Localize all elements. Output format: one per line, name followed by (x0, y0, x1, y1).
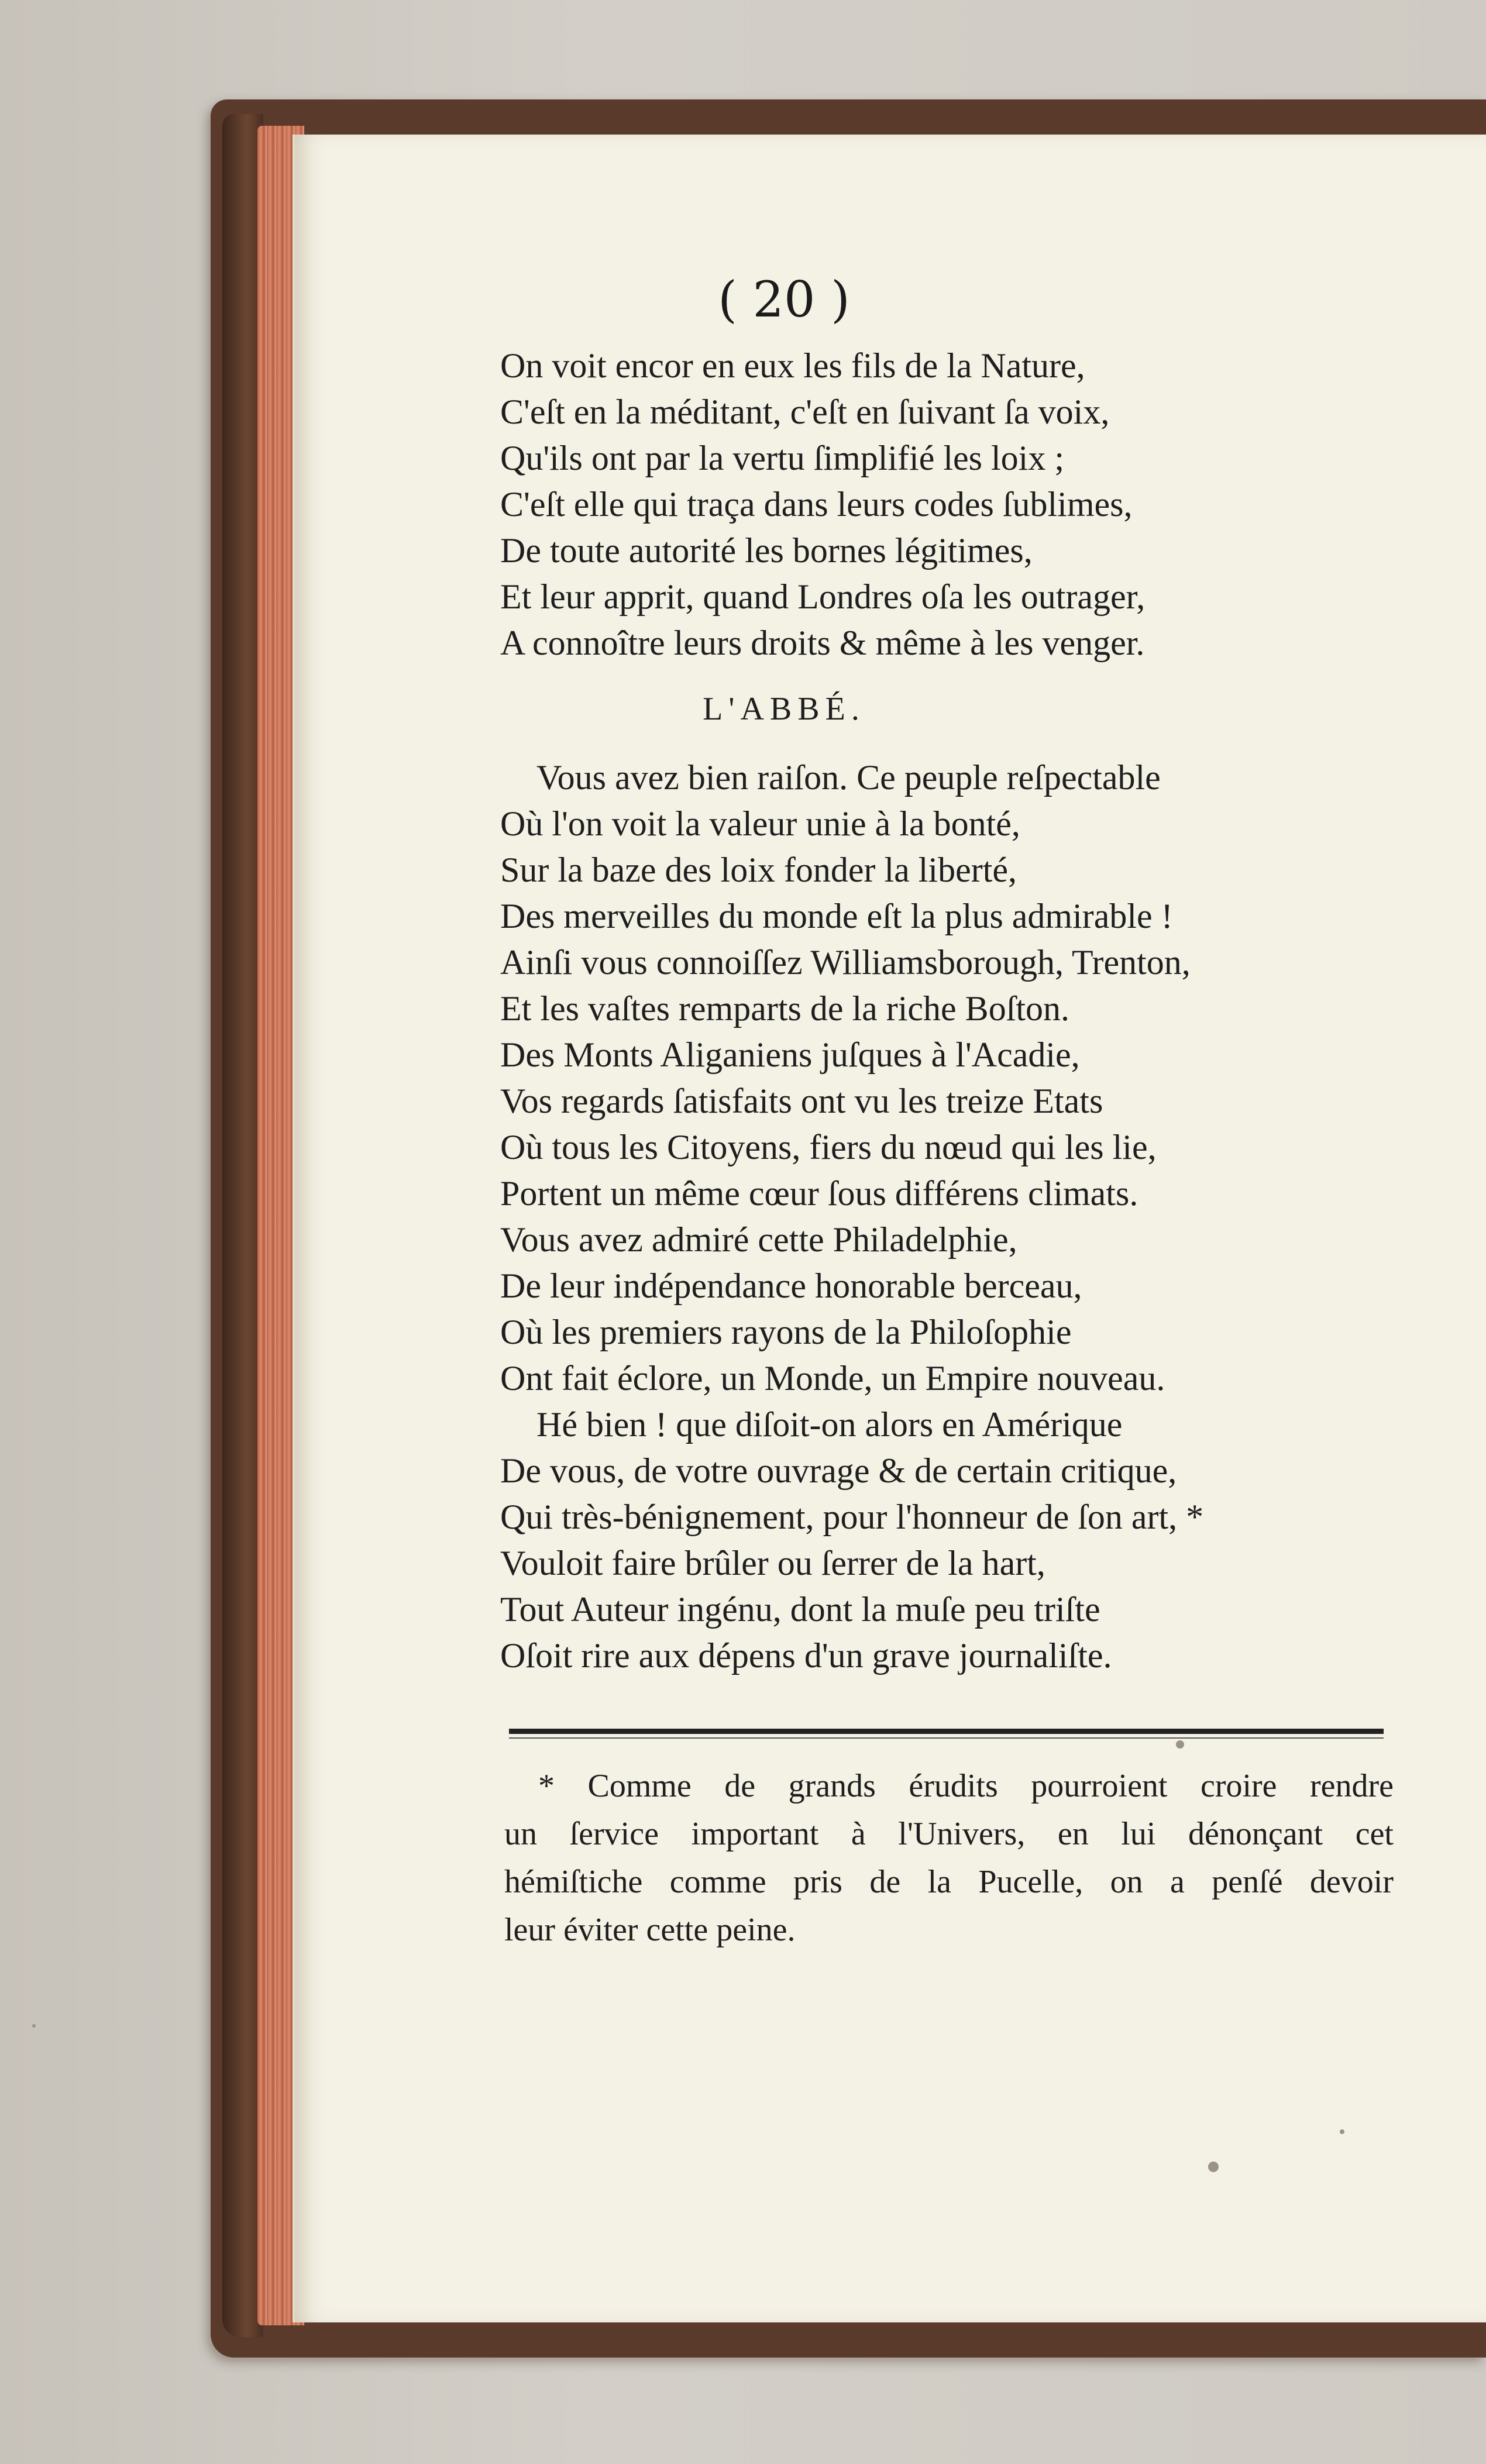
footnote-line: un ſervice important à l'Univers, en lui dénonçant cet (504, 1816, 1394, 1852)
verse-line: Où tous les Citoyens, fiers du nœud qui les lie, (500, 1128, 1157, 1166)
verse-line: Portent un même cœur ſous différens climats. (500, 1174, 1138, 1213)
verse-line: Où l'on voit la valeur unie à la bonté, (500, 804, 1020, 843)
paper-speck (1176, 1740, 1184, 1749)
footnote-line: * Comme de grands érudits pourroient croire rendre (538, 1768, 1394, 1804)
verse-line: De leur indépendance honorable berceau, (500, 1267, 1082, 1305)
verse-line: Hé bien ! que diſoit-on alors en Amérique (536, 1405, 1123, 1444)
verse-line: Ont fait éclore, un Monde, un Empire nouveau. (500, 1359, 1165, 1398)
verse-line: Oſoit rire aux dépens d'un grave journaliſte. (500, 1636, 1112, 1675)
footnote-rule-thin (509, 1737, 1384, 1739)
paper-speck (32, 2024, 36, 2028)
verse-line: Vous avez bien raiſon. Ce peuple reſpectable (536, 758, 1161, 797)
verse-line: De toute autorité les bornes légitimes, (500, 531, 1033, 570)
verse-line: Sur la baze des loix fonder la liberté, (500, 851, 1017, 889)
paper-speck (1208, 2162, 1219, 2172)
verse-line: Tout Auteur ingénu, dont la muſe peu triſte (500, 1590, 1100, 1629)
verse-line: Vouloit faire brûler ou ſerrer de la hart, (500, 1544, 1045, 1582)
verse-line: Et leur apprit, quand Londres oſa les outrager, (500, 577, 1146, 616)
verse-line-footnoted: Qui très-bénignement, pour l'honneur de ſon art, * (500, 1498, 1204, 1536)
speaker-heading: L'ABBÉ. (703, 691, 865, 727)
verse-line: Des merveilles du monde eſt la plus admirable ! (500, 897, 1173, 935)
verse-line: Qu'ils ont par la vertu ſimplifié les loix ; (500, 439, 1064, 477)
verse-block-top (500, 343, 1460, 666)
verse-line: C'eſt elle qui traça dans leurs codes ſublimes, (500, 485, 1133, 524)
footnote (504, 1762, 1394, 1954)
footnote-line: leur éviter cette peine. (504, 1912, 796, 1948)
verse-line: A connoître leurs droits & même à les venger. (500, 624, 1145, 662)
verse-line: C'eſt en la méditant, c'eſt en ſuivant ſa voix, (500, 393, 1110, 431)
verse-line: On voit encor en eux les fils de la Nature, (500, 346, 1085, 385)
verse-line: Et les vaſtes remparts de la riche Boſton. (500, 989, 1070, 1028)
verse-block-bottom (500, 755, 1460, 1679)
verse-line: Vous avez admiré cette Philadelphie, (500, 1220, 1017, 1259)
verse-line: Où les premiers rayons de la Philoſophie (500, 1313, 1072, 1351)
paper-speck (1340, 2129, 1344, 2134)
verse-line: Vos regards ſatisfaits ont vu les treize Etats (500, 1082, 1103, 1120)
verse-line: De vous, de votre ouvrage & de certain critique, (500, 1451, 1177, 1490)
footnote-rule (509, 1729, 1384, 1734)
verse-line: Des Monts Aliganiens juſques à l'Acadie, (500, 1035, 1080, 1074)
verse-line: Ainſi vous connoiſſez Williamsborough, Trenton, (500, 943, 1191, 982)
footnote-line: hémiſtiche comme pris de la Pucelle, on a penſé devoir (504, 1864, 1394, 1900)
page-number: ( 20 ) (718, 271, 850, 328)
